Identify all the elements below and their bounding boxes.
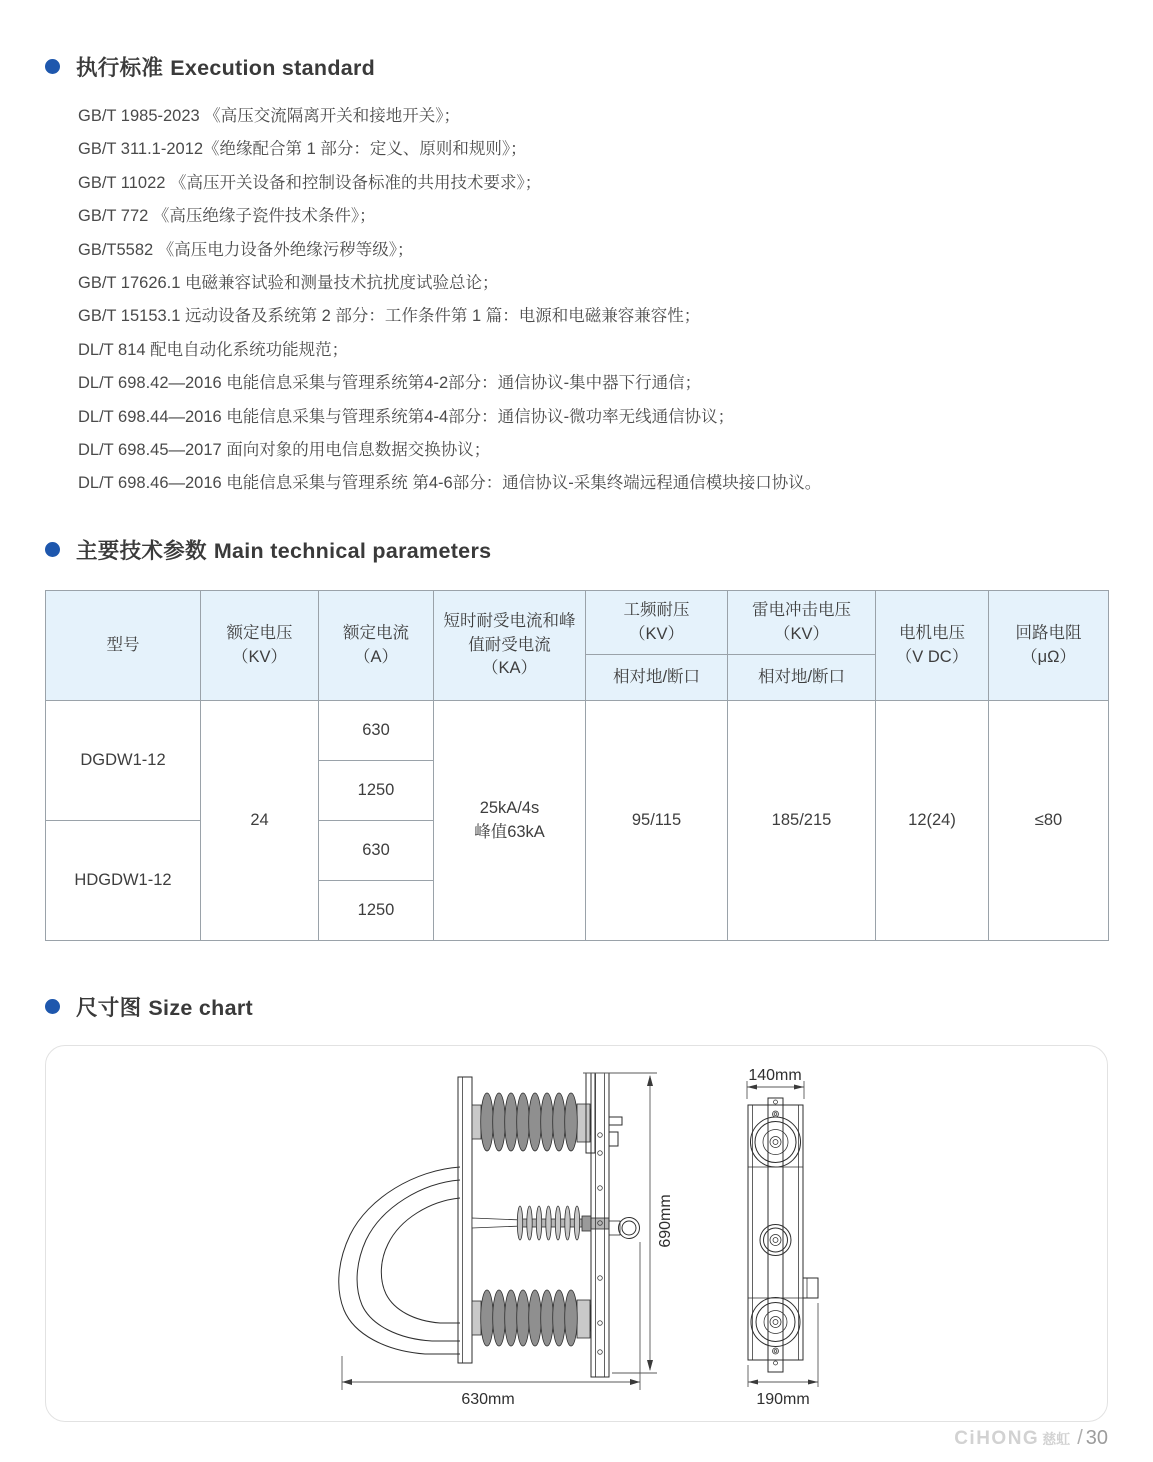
standard-item: DL/T 814 配电自动化系统功能规范； (78, 340, 349, 359)
front-height-label: 690mm (657, 1194, 674, 1248)
section-title-cn: 执行标准 (76, 56, 164, 80)
front-width-label: 630mm (461, 1391, 515, 1408)
cell-power-freq: 95/115 (586, 701, 728, 941)
cell-model-1: DGDW1-12 (46, 701, 201, 821)
page-separator: / (1077, 1427, 1083, 1449)
standard-item: DL/T 698.46—2016 电能信息采集与管理系统 第4-6部分：通信协议-采集终端远程通信模块接口协议。 (78, 474, 822, 493)
execution-standard-header (45, 51, 375, 82)
th-short-time-current: 短时耐受电流和峰值耐受电流 （KA） (434, 591, 586, 701)
switch-front-view-drawing (330, 1060, 700, 1412)
standard-item: GB/T 772 《高压绝缘子瓷件技术条件》； (78, 207, 376, 226)
cell-current: 1250 (319, 761, 434, 821)
th-rated-voltage: 额定电压 （KV） (201, 591, 319, 701)
cell-lightning: 185/215 (728, 701, 876, 941)
cell-short-time: 25kA/4s 峰值63kA (434, 701, 586, 941)
bottom-bushing-insulator (472, 1290, 590, 1346)
th-rated-current: 额定电流 （A） (319, 591, 434, 701)
section-title-en: Execution standard (170, 56, 376, 80)
section-title-en: Size chart (148, 996, 253, 1020)
standard-item: GB/T 1985-2023 《高压交流隔离开关和接地开关》； (78, 107, 461, 125)
operating-ring (619, 1218, 640, 1239)
standards-list (78, 100, 1058, 501)
main-parameters-header (45, 534, 491, 565)
cell-current: 630 (319, 701, 434, 761)
section-bullet-icon (45, 999, 60, 1014)
section-title-en: Main technical parameters (213, 539, 492, 563)
section-title (76, 534, 491, 565)
standard-item: DL/T 698.44—2016 电能信息采集与管理系统第4-4部分：通信协议-微功率无线通信协议； (78, 407, 735, 426)
cell-motor-voltage: 12(24) (876, 701, 989, 941)
brand-logo-cn: 慈虹 (1042, 1431, 1071, 1447)
th-lightning-impulse: 雷电冲击电压 （KV） (728, 591, 876, 655)
section-title-cn: 尺寸图 (76, 996, 142, 1020)
parameters-table (45, 590, 1109, 941)
cell-rated-voltage: 24 (201, 701, 319, 941)
page-footer (954, 1427, 1108, 1450)
standard-item: GB/T 311.1-2012《绝缘配合第 1 部分：定义、原则和规则》； (78, 140, 527, 159)
standard-item: DL/T 698.45—2017 面向对象的用电信息数据交换协议； (78, 441, 491, 460)
th-power-frequency: 工频耐压 （KV） (586, 591, 728, 655)
th-motor-voltage: 电机电压 （V DC） (876, 591, 989, 701)
section-title-cn: 主要技术参数 (76, 539, 207, 563)
top-bushing-insulator (472, 1093, 590, 1151)
mounting-plate (458, 1077, 472, 1363)
th-loop-resistance: 回路电阻 （μΩ） (989, 591, 1109, 701)
standard-item: GB/T 11022 《高压开关设备和控制设备标准的共用技术要求》； (78, 173, 542, 192)
section-title (76, 991, 253, 1022)
section-title (76, 51, 375, 82)
bottom-flange (751, 1298, 800, 1347)
side-bottom-width-label: 190mm (756, 1391, 810, 1407)
page-number: 30 (1085, 1427, 1108, 1449)
standard-item: GB/T 15153.1 远动设备及系统第 2 部分：工作条件第 1 篇：电源和电磁兼容兼容性； (78, 307, 701, 326)
size-chart-header (45, 991, 253, 1022)
section-bullet-icon (45, 542, 60, 557)
brand-logo: CiHONG (954, 1428, 1040, 1449)
side-top-width-label: 140mm (748, 1067, 802, 1084)
th-sub-ground-break: 相对地/断口 (586, 655, 728, 701)
cell-current: 1250 (319, 881, 434, 941)
switch-side-view-drawing (700, 1055, 900, 1407)
section-bullet-icon (45, 59, 60, 74)
standard-item: GB/T5582 《高压电力设备外绝缘污秽等级》； (78, 240, 414, 259)
middle-flange (760, 1225, 791, 1256)
cell-current: 630 (319, 821, 434, 881)
th-model: 型号 (46, 591, 201, 701)
cell-loop-resistance: ≤80 (989, 701, 1109, 941)
tank-body (339, 1167, 460, 1354)
standard-item: DL/T 698.42—2016 电能信息采集与管理系统第4-2部分：通信协议-集中器下行通信； (78, 374, 702, 393)
cell-model-2: HDGDW1-12 (46, 821, 201, 941)
standard-item: GB/T 17626.1 电磁兼容试验和测量技术抗扰度试验总论； (78, 274, 499, 293)
top-flange (751, 1117, 801, 1167)
top-width-dimension (747, 1067, 804, 1099)
th-sub-ground-break: 相对地/断口 (728, 655, 876, 701)
